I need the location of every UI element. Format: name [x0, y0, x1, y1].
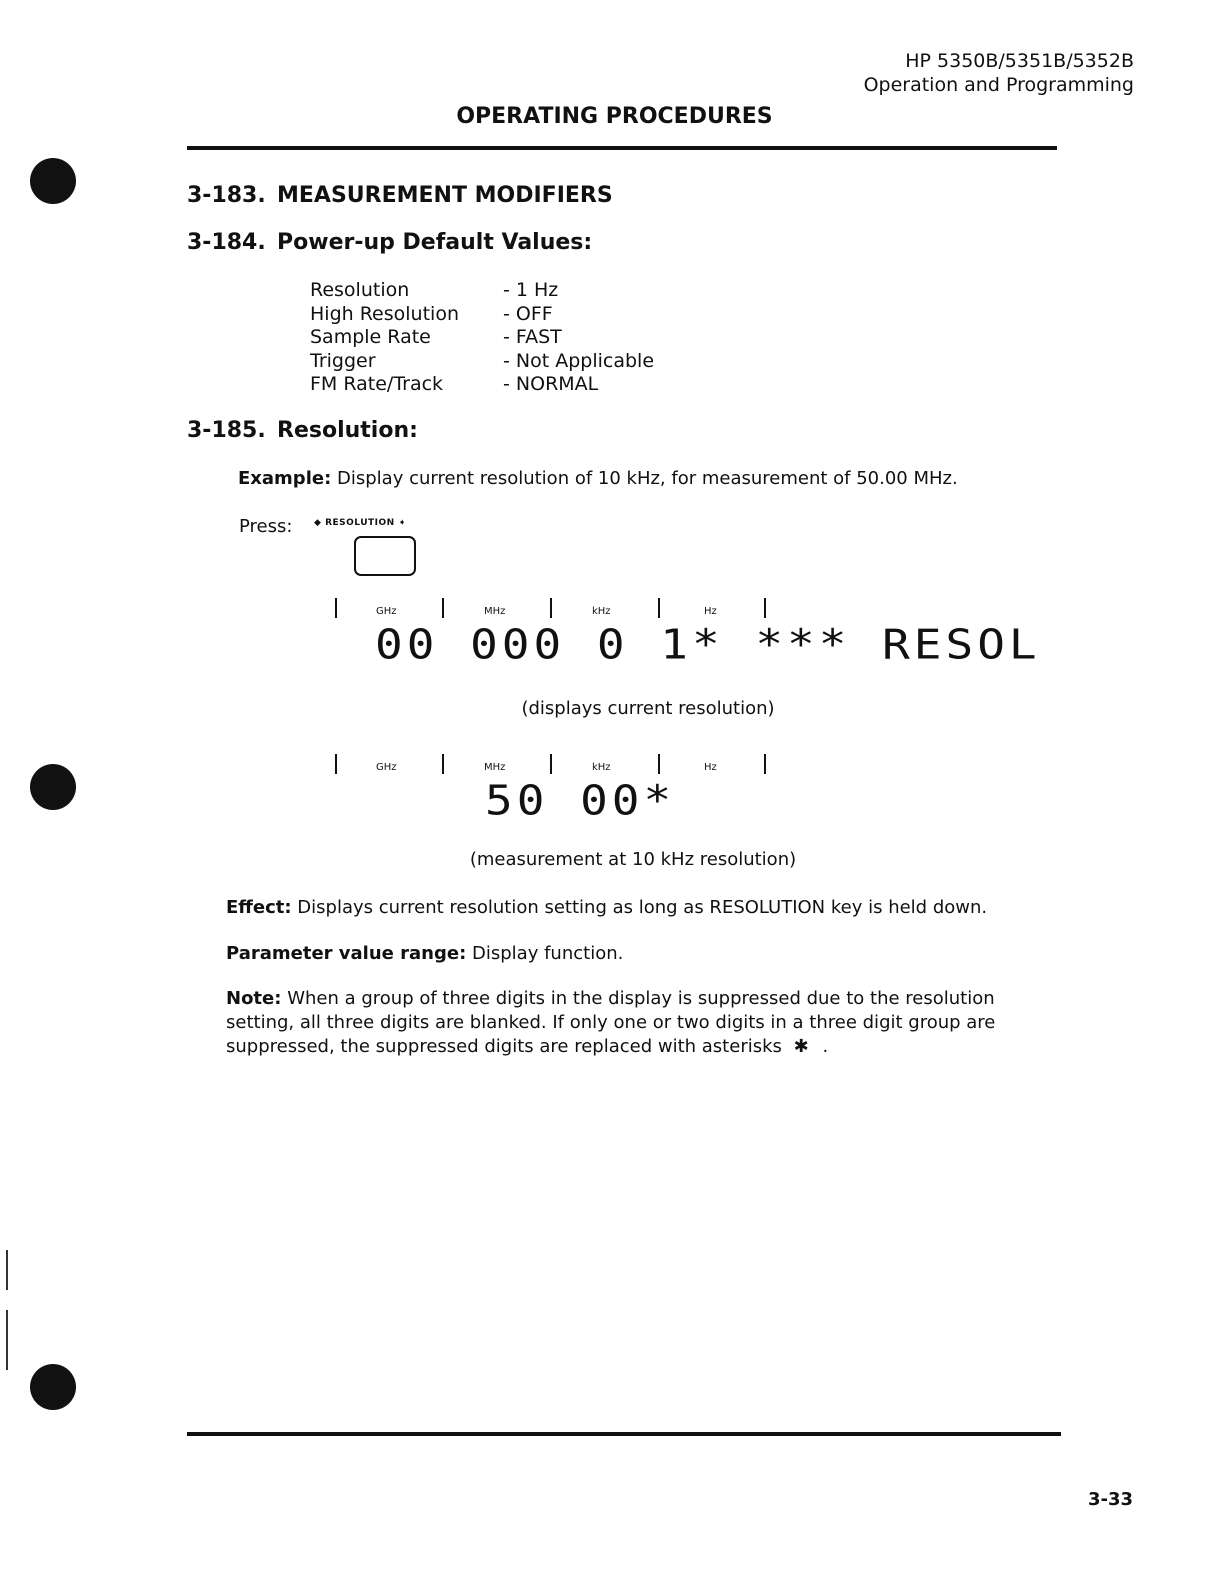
scale-tick [550, 598, 552, 618]
scale-tick [335, 754, 337, 774]
param-label: Parameter value range: [226, 943, 467, 964]
display1-caption: (displays current resolution) [521, 698, 775, 719]
note-end: . [822, 1036, 829, 1057]
header-section: Operation and Programming [863, 74, 1134, 96]
default-value: - OFF [503, 302, 553, 325]
unit-label: GHz [376, 762, 397, 773]
default-value: - 1 Hz [503, 279, 559, 301]
effect-paragraph [226, 897, 987, 918]
left-arrow-icon: ◆ [314, 518, 322, 528]
param-text: Display function. [472, 943, 624, 964]
defaults-row [310, 350, 654, 374]
default-name: Resolution [310, 279, 410, 301]
section-title: Resolution: [277, 418, 418, 443]
key-label-text: RESOLUTION [325, 518, 395, 528]
unit-scale-2 [330, 754, 780, 776]
page-number: 3-33 [1087, 1489, 1133, 1510]
asterisk-symbol: ✱ [793, 1036, 809, 1057]
default-value: - FAST [503, 326, 562, 348]
defaults-row [310, 279, 654, 303]
effect-text: Displays current resolution setting as long as RESOLUTION key is held down. [297, 897, 988, 918]
resolution-key-button[interactable] [354, 536, 416, 576]
default-name: High Resolution [310, 302, 459, 325]
unit-label: MHz [484, 606, 506, 617]
unit-label: GHz [376, 606, 397, 617]
lcd-display-resolution: 00 000 0 1* *** RESOL [375, 620, 1041, 669]
example-label: Example: [238, 468, 332, 489]
default-value: - NORMAL [503, 373, 599, 395]
defaults-table [310, 279, 654, 397]
top-rule [187, 146, 1057, 150]
scale-tick [764, 598, 766, 618]
unit-label: kHz [592, 606, 611, 617]
scale-tick [764, 754, 766, 774]
default-value: - Not Applicable [503, 349, 655, 372]
margin-mark [6, 1310, 8, 1370]
scale-tick [658, 598, 660, 618]
unit-scale-1 [330, 598, 780, 620]
chapter-title: OPERATING PROCEDURES [456, 104, 773, 129]
section-number: 3-185. [187, 418, 266, 443]
lcd-display-measurement: 50 00* [485, 776, 676, 825]
header-models: HP 5350B/5351B/5352B [905, 50, 1134, 72]
example-text: Display current resolution of 10 kHz, for measurement of 50.00 MHz. [337, 468, 958, 489]
param-paragraph [226, 943, 623, 964]
section-3-183 [187, 183, 613, 208]
section-title: MEASUREMENT MODIFIERS [277, 183, 613, 208]
note-label: Note: [226, 988, 282, 1009]
defaults-row [310, 326, 654, 350]
scale-tick [335, 598, 337, 618]
unit-label: kHz [592, 762, 611, 773]
note-text: When a group of three digits in the display is suppressed due to the resolution setting, all three digits are blanked. If only one or two digits in a three digit group are suppressed, the suppressed digits are replaced with asterisks [226, 988, 996, 1057]
scale-tick [442, 754, 444, 774]
binder-hole-top [30, 158, 76, 204]
section-number: 3-183. [187, 183, 266, 208]
section-3-184 [187, 230, 592, 255]
unit-label: Hz [704, 606, 717, 617]
unit-label: Hz [704, 762, 717, 773]
margin-mark [6, 1250, 8, 1290]
defaults-row [310, 373, 654, 397]
press-label: Press: [239, 516, 293, 537]
default-name: Trigger [310, 349, 376, 372]
default-name: Sample Rate [310, 326, 431, 348]
example-paragraph [238, 468, 958, 489]
defaults-row [310, 303, 654, 327]
unit-label: MHz [484, 762, 506, 773]
section-number: 3-184. [187, 230, 266, 255]
section-3-185 [187, 418, 418, 443]
default-name: FM Rate/Track [310, 373, 444, 395]
note-paragraph [226, 987, 1046, 1059]
scale-tick [442, 598, 444, 618]
right-arrow-icon: ➧ [398, 518, 407, 528]
section-title: Power-up Default Values: [277, 230, 593, 255]
resolution-key-label [314, 518, 406, 528]
binder-hole-middle [30, 764, 76, 810]
scale-tick [658, 754, 660, 774]
effect-label: Effect: [226, 897, 292, 918]
binder-hole-bottom [30, 1364, 76, 1410]
scale-tick [550, 754, 552, 774]
display2-caption: (measurement at 10 kHz resolution) [469, 849, 797, 870]
bottom-rule [187, 1432, 1061, 1436]
